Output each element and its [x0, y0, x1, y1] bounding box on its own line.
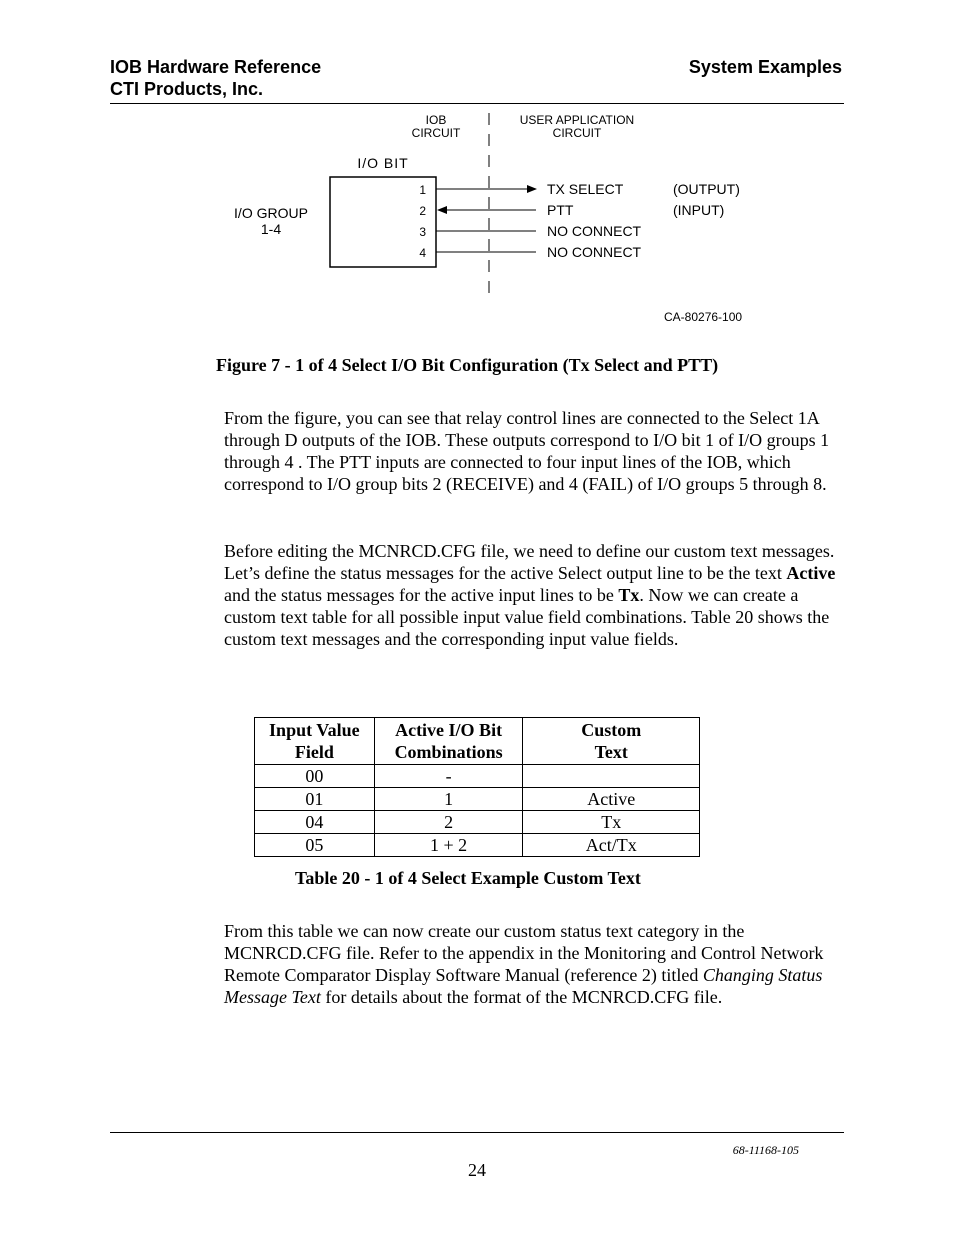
text-run: for details about the format of the MCNRCD.CFG file. [320, 987, 723, 1007]
header-line: Input Value [269, 720, 360, 740]
header-line: Text [594, 742, 628, 762]
pin-label: 4 [419, 246, 426, 260]
table-cell: 1 + 2 [374, 834, 523, 857]
table-cell: Act/Tx [523, 834, 700, 857]
table-cell: 1 [374, 788, 523, 811]
bold-term-active: Active [786, 563, 836, 583]
table-row [255, 788, 700, 811]
table-caption: Table 20 - 1 of 4 Select Example Custom Text [295, 868, 641, 888]
bold-term-tx: Tx [618, 585, 640, 605]
paragraph-3-text [224, 920, 846, 1008]
io-group-label-2: 1-4 [260, 221, 282, 237]
iob-circuit-label-1: IOB [425, 113, 447, 127]
footer-rule [110, 1132, 844, 1133]
signal-label: TX SELECT [547, 181, 624, 197]
pin-label: 3 [419, 225, 426, 239]
paragraph-3 [224, 920, 846, 1008]
table-cell: 04 [255, 811, 375, 834]
direction-label: (OUTPUT) [673, 181, 740, 197]
figure-caption: Figure 7 - 1 of 4 Select I/O Bit Configuration (Tx Select and PTT) [216, 355, 719, 375]
table-row [255, 765, 700, 788]
io-bit-diagram [0, 0, 954, 330]
table-cell: 2 [374, 811, 523, 834]
paragraph-2 [224, 540, 846, 650]
paragraph-2-text [224, 540, 846, 650]
table-cell: 01 [255, 788, 375, 811]
custom-text-table [254, 717, 700, 857]
document-number: 68-11168-105 [732, 1143, 799, 1157]
io-bit-label: I/O BIT [357, 155, 409, 171]
signal-label: PTT [547, 202, 574, 218]
column-header [255, 718, 375, 765]
text-run: . Now we can create a custom text table for all possible input value field combinations. Table 20 shows the custom text messages and the corresponding input value fields. [224, 585, 830, 649]
text-run: and the status messages for the active input lines to be [224, 585, 619, 605]
table-header-row [255, 718, 700, 765]
column-header [523, 718, 700, 765]
signal-label: NO CONNECT [547, 223, 642, 239]
doc-title-line1: IOB Hardware Reference [110, 57, 322, 77]
table-row [255, 834, 700, 857]
io-group-label-1: I/O GROUP [234, 205, 308, 221]
header-line: Active I/O Bit [395, 720, 503, 740]
italic-title-reference: Changing Status Message Text [224, 965, 823, 1007]
column-header [374, 718, 523, 765]
table-row [255, 811, 700, 834]
user-app-label-1: USER APPLICATION [519, 113, 635, 127]
pin-label: 2 [419, 204, 426, 218]
doc-title-line2: CTI Products, Inc. [110, 79, 264, 99]
page-number: 24 [468, 1160, 486, 1180]
table-cell: Active [523, 788, 700, 811]
text-run: Before editing the MCNRCD.CFG file, we need to define our custom text messages. Let’s define the status messages for the active Select output line to be the text [224, 541, 835, 583]
pin-label: 1 [419, 183, 426, 197]
table-cell [523, 765, 700, 788]
section-title: System Examples [688, 57, 842, 77]
direction-label: (INPUT) [673, 202, 725, 218]
header-line: Field [294, 742, 334, 762]
table-cell: 00 [255, 765, 375, 788]
header-line: Custom [581, 720, 642, 740]
iob-circuit-label-2: CIRCUIT [411, 126, 461, 140]
user-app-label-2: CIRCUIT [552, 126, 602, 140]
table-cell: Tx [523, 811, 700, 834]
paragraph-1 [224, 407, 846, 495]
signal-label: NO CONNECT [547, 244, 642, 260]
header-line: Combinations [394, 742, 503, 762]
text-run: From this table we can now create our custom status text category in the MCNRCD.CFG file. Refer to the appendix in the Monitoring and Control Network Remote Comparator Display Software Manual (reference 2) titled [224, 921, 824, 985]
table-cell: - [374, 765, 523, 788]
paragraph-1-text: From the figure, you can see that relay control lines are connected to the Select 1A through D outputs of the IOB. These outputs correspond to I/O bit 1 of I/O groups 1 through 4 . The PTT inputs are connected to four input lines of the IOB, which correspond to I/O group bits 2 (RECEIVE) and 4 (FAIL) of I/O groups 5 through 8. [224, 408, 830, 494]
table-cell: 05 [255, 834, 375, 857]
drawing-number: CA-80276-100 [664, 310, 743, 324]
